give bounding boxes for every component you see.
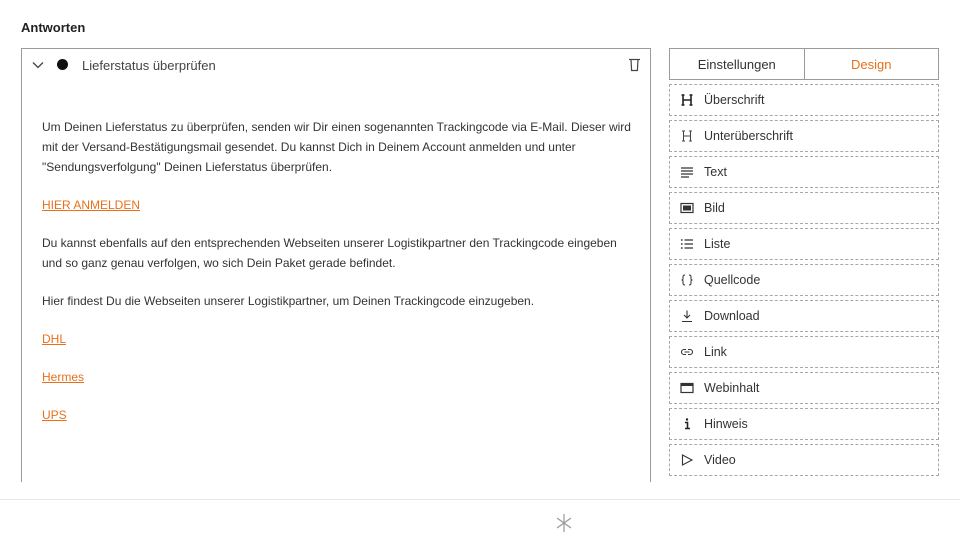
block-code[interactable] xyxy=(669,264,939,296)
loading-spinner-icon xyxy=(554,513,574,533)
block-label: Quellcode xyxy=(704,273,761,287)
image-icon xyxy=(680,201,694,215)
list-icon xyxy=(680,237,694,251)
block-heading[interactable] xyxy=(669,84,939,116)
block-hint[interactable] xyxy=(669,408,939,440)
block-label: Bild xyxy=(704,201,725,215)
code-icon xyxy=(680,273,694,287)
footer-divider xyxy=(0,499,960,500)
block-label: Video xyxy=(704,453,736,467)
web-content-icon xyxy=(680,381,694,395)
block-link[interactable] xyxy=(669,336,939,368)
paragraph: Du kannst ebenfalls auf den entsprechenden Webseiten unserer Logistikpartner den Trackingcode eingeben und so ganz genau verfolgen, wo sich Dein Paket gerade befindet. xyxy=(42,236,617,270)
block-label: Link xyxy=(704,345,727,359)
dhl-link[interactable]: DHL xyxy=(42,332,67,346)
tab-einstellungen[interactable]: Einstellungen xyxy=(697,56,776,72)
design-panel xyxy=(669,48,939,480)
info-icon xyxy=(680,417,694,431)
block-text[interactable] xyxy=(669,156,939,188)
answer-editor xyxy=(21,48,651,482)
block-label: Unterüberschrift xyxy=(704,129,793,143)
hermes-link[interactable]: Hermes xyxy=(42,370,85,384)
trash-icon[interactable] xyxy=(628,57,641,72)
answer-content[interactable] xyxy=(42,117,632,443)
block-list xyxy=(669,84,939,476)
block-label: Liste xyxy=(704,237,731,251)
block-label: Überschrift xyxy=(704,93,765,107)
block-web-content[interactable] xyxy=(669,372,939,404)
block-subheading[interactable] xyxy=(669,120,939,152)
ups-link[interactable]: UPS xyxy=(42,408,67,422)
play-icon xyxy=(680,453,694,467)
login-link[interactable]: HIER ANMELDEN xyxy=(42,198,141,212)
link-icon xyxy=(680,345,694,359)
subheading-icon xyxy=(680,129,694,143)
chevron-down-icon[interactable] xyxy=(31,58,45,72)
block-video[interactable] xyxy=(669,444,939,476)
block-label: Hinweis xyxy=(704,417,748,431)
section-title: Antworten xyxy=(21,20,86,35)
paragraph: Hier findest Du die Webseiten unserer Logistikpartner, um Deinen Trackingcode einzugeben. xyxy=(42,294,535,308)
paragraph: Um Deinen Lieferstatus zu überprüfen, senden wir Dir einen sogenannten Trackingcode via E-Mail. Dieser wird mit der Versand-Bestätigungsmail gesendet. Du kannst Dich in Deinem Account anmelden und unter "Sendungsverfolgung" Deinen Lieferstatus überprüfen. xyxy=(42,120,631,174)
block-list-item[interactable] xyxy=(669,228,939,260)
block-label: Text xyxy=(704,165,727,179)
text-align-icon xyxy=(680,165,694,179)
block-label: Webinhalt xyxy=(704,381,760,395)
tab-design[interactable]: Design xyxy=(804,49,939,79)
answer-header xyxy=(22,49,650,81)
download-icon xyxy=(680,309,694,323)
heading-icon xyxy=(680,93,694,107)
block-image[interactable] xyxy=(669,192,939,224)
block-download[interactable] xyxy=(669,300,939,332)
answer-title[interactable]: Lieferstatus überprüfen xyxy=(82,58,216,73)
block-label: Download xyxy=(704,309,760,323)
panel-tabs xyxy=(669,48,939,80)
status-dot-icon xyxy=(57,59,68,70)
